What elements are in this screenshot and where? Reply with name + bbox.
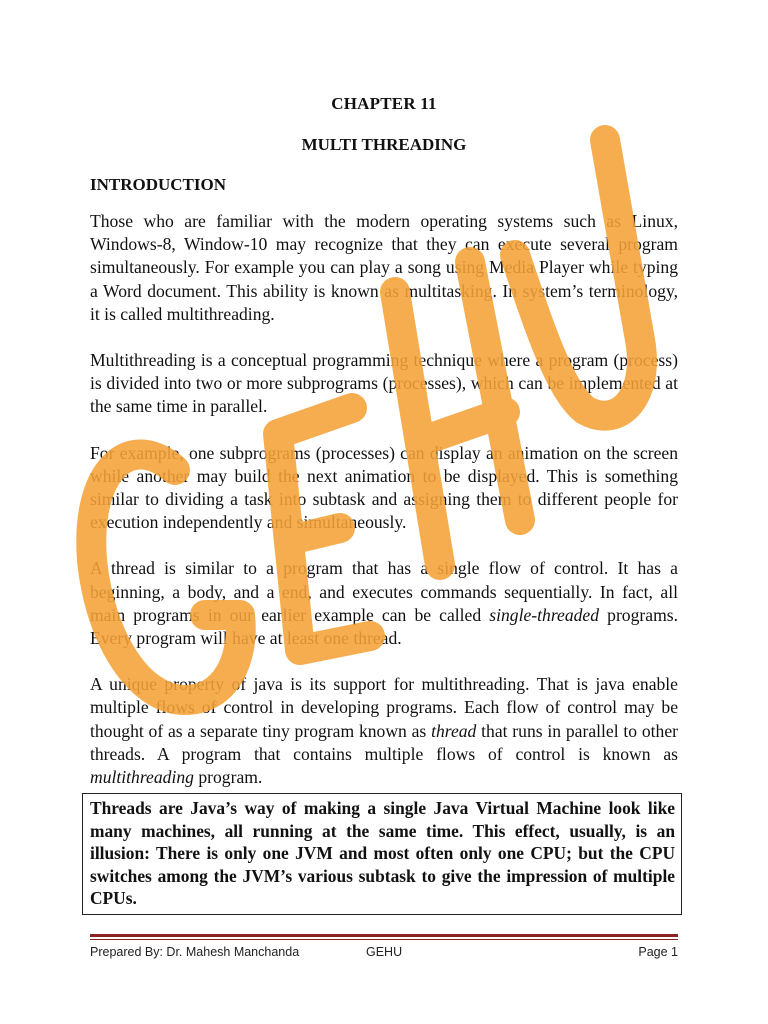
paragraph-text: programs. Every program will have at least one thread. [90, 604, 679, 649]
footer-author: Prepared By: Dr. Mahesh Manchanda [90, 945, 300, 959]
paragraph-text: Those who are familiar with the modern operating systems such as Linux, Windows-8, Window-10 may recognize that they can execute several program simultaneously. For example you can play a song using Media Player while typing a Word document. This ability is known as multitasking. In system’s terminology, it is called multithreading. [90, 211, 678, 324]
paragraph-text: A unique property of java is its support for multithreading. That is java enable multiple flows of control in developing programs. Each flow of control may be thought of as a separate tiny program known as [90, 674, 678, 741]
italic-term: thread [431, 720, 477, 741]
page-footer [90, 945, 678, 963]
chapter-number: CHAPTER 11 [331, 94, 437, 113]
callout-box: Threads are Java’s way of making a single Java Virtual Machine look like many machines, all running at the same time. This effect, usually, is an illusion: There is only one JVM and most often only one CPU; but the CPU switches among the JVM’s various subtask to give the impression of multiple CPUs. [82, 793, 682, 915]
footer-institution: GEHU [366, 945, 403, 959]
paragraph-text: Multithreading is a conceptual programming technique where a program (process) is divided into two or more subprograms (processes), which can be implemented at the same time in parallel. [90, 350, 678, 417]
chapter-title: MULTI THREADING [301, 135, 467, 154]
italic-term: single-threaded [489, 604, 600, 625]
footer-rule-thin [90, 939, 678, 940]
body-paragraph [90, 442, 678, 535]
paragraph-text: that runs in parallel to other threads. A program that contains multiple flows of control is known as [90, 720, 678, 764]
body-paragraph [90, 673, 678, 789]
section-heading: INTRODUCTION [90, 175, 227, 194]
paragraph-text: program. [193, 767, 263, 788]
body-paragraph [90, 349, 678, 419]
paragraph-text: For example, one subprograms (processes) can display an animation on the screen while another may build the next animation to be displayed. This is something similar to dividing a task into subtask and assigning them to different people for execution independently and simultaneously. [90, 442, 678, 533]
body-paragraph [90, 557, 678, 650]
paragraph-text: A thread is similar to a program that has a single flow of control. It has a beginning, a body, and a end, and executes commands sequentially. In fact, all main programs in our earlier example can be called [90, 558, 678, 625]
body-text [90, 210, 678, 812]
italic-term: multithreading [90, 767, 194, 788]
footer-rule [90, 934, 678, 937]
body-paragraph [90, 210, 678, 326]
footer-page-number: Page 1 [638, 945, 678, 959]
